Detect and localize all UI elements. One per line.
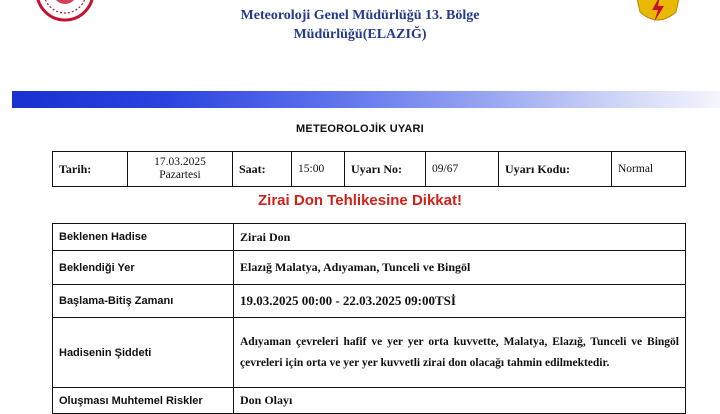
warning-info-table <box>52 151 686 187</box>
seal-icon <box>22 0 108 26</box>
header-gradient-bar <box>12 91 720 108</box>
warning-no-label: Uyarı No: <box>345 152 426 187</box>
detail-row-severity <box>53 318 686 388</box>
detail-value: Adıyaman çevreleri hafif ve yer yer orta kuvvette, Malatya, Elazığ, Tunceli ve Bingöl çevreleri için orta ve yer yer kuvvetli zirai don olacağı tahmin edilmektedir. <box>234 318 686 388</box>
organization-name <box>180 6 540 44</box>
detail-label: Başlama-Bitiş Zamanı <box>53 285 234 318</box>
detail-label: Beklendiği Yer <box>53 251 234 285</box>
date-value: 17.03.2025 <box>154 156 206 168</box>
detail-value: 19.03.2025 00:00 - 22.03.2025 09:00TSİ <box>234 285 686 318</box>
ministry-logo <box>22 0 108 26</box>
day-value: Pazartesi <box>159 169 201 181</box>
warning-details-table <box>52 223 686 414</box>
organization-name-line1: Meteoroloji Genel Müdürlüğü 13. Bölge <box>240 8 480 23</box>
emblem-icon <box>628 0 688 28</box>
detail-row-risks <box>53 388 686 414</box>
time-value: 15:00 <box>292 152 345 187</box>
warning-code-value: Normal <box>612 152 686 187</box>
warning-info-row <box>53 152 686 187</box>
warning-code-label: Uyarı Kodu: <box>499 152 612 187</box>
detail-row-location <box>53 251 686 285</box>
meteorology-emblem <box>628 0 688 28</box>
organization-name-line2: Müdürlüğü(ELAZIĞ) <box>293 27 427 42</box>
detail-value: Elazığ Malatya, Adıyaman, Tunceli ve Bingöl <box>234 251 686 285</box>
time-label: Saat: <box>233 152 292 187</box>
detail-label: Hadisenin Şiddeti <box>53 318 234 388</box>
document-title: METEOROLOJİK UYARI <box>296 123 424 135</box>
date-cell <box>128 152 233 187</box>
detail-row-event <box>53 224 686 251</box>
detail-value: Zirai Don <box>234 224 686 251</box>
date-label: Tarih: <box>53 152 128 187</box>
warning-no-value: 09/67 <box>426 152 499 187</box>
detail-label: Oluşması Muhtemel Riskler <box>53 388 234 414</box>
detail-row-time <box>53 285 686 318</box>
detail-value: Don Olayı <box>234 388 686 414</box>
warning-headline: Zirai Don Tehlikesine Dikkat! <box>258 192 462 209</box>
detail-label: Beklenen Hadise <box>53 224 234 251</box>
